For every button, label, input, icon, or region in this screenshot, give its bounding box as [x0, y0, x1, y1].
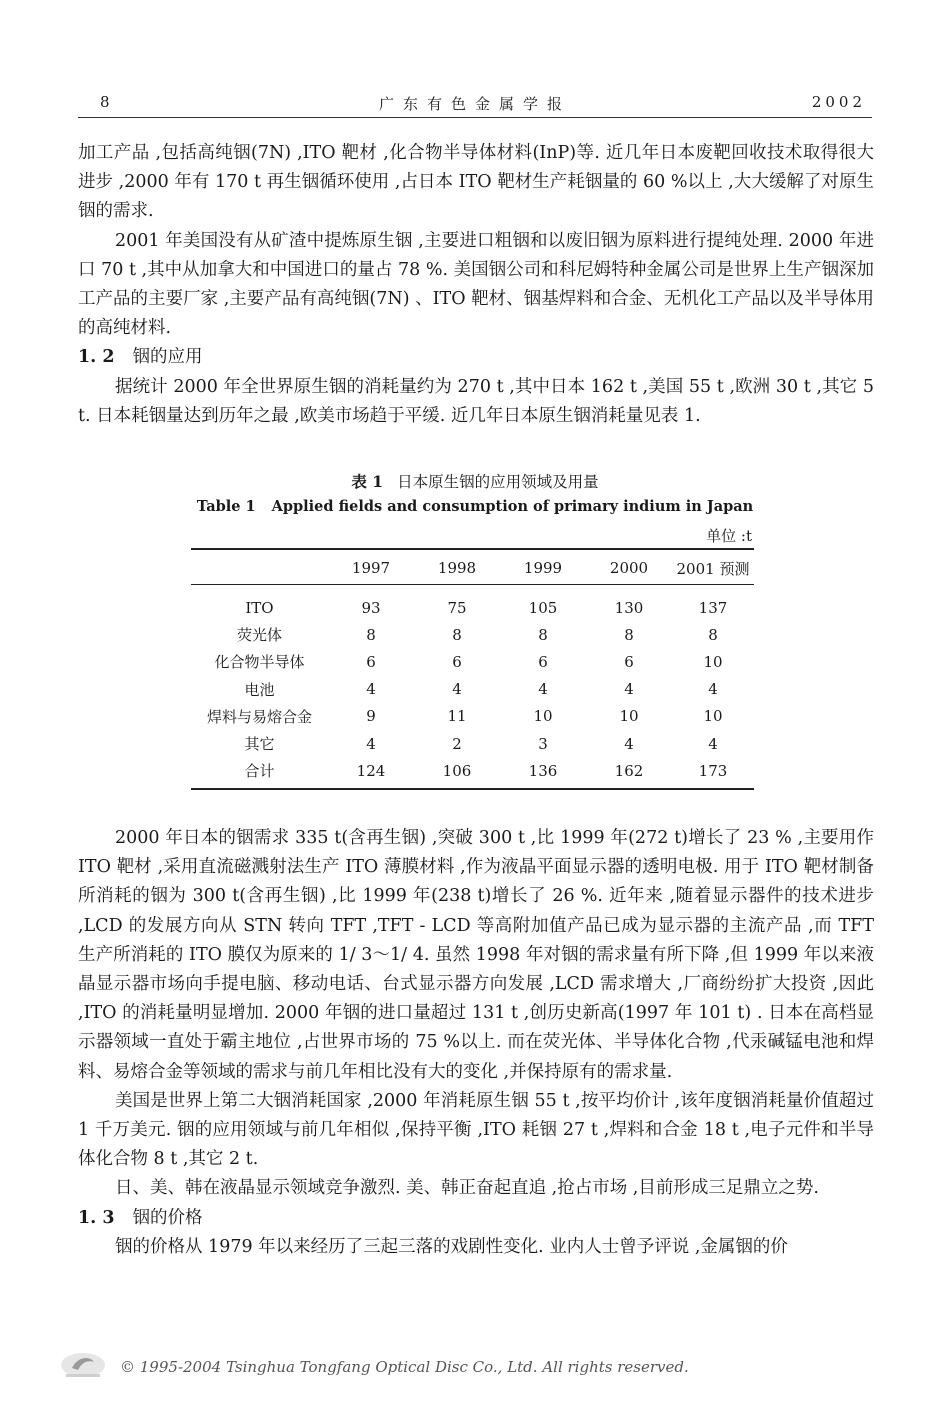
paragraph: 2000 年日本的铟需求 335 t(含再生铟) ,突破 300 t ,比 1999 年(272 t)增长了 23 % ,主要用作 ITO 靶材 ,采用直流磁溅射法生产 ITO 薄膜材料 ,作为液晶平面显示器的透明电极. 用于 ITO 靶材制备所消耗的铟为 300 t(含再生铟) ,比 1999 年(238 t)增长了 26 %. 近年来 ,随着显示器件的技术进步 ,LCD 的发展方向从 STN 转向 TFT ,TFT - LCD 等高附加值产品已成为显示器的主流产品 ,而 TFT 生产所消耗的 ITO 膜仅为原来的 1/ 3～1/ 4. 虽然 1998 年对铟的需求量有所下降 ,但 1999 年以来液晶显示器市场向手提电脑、移动电话、台式显示器方向发展 ,LCD 需求增大 ,厂商纷纷扩大投资 ,因此 ,ITO 的消耗量明显增加. 2000 年铟的进口量超过 131 t ,创历史新高(1997 年 101 t) . 日本在高档显示器领域一直处于霸主地位 ,占世界市场的 75 %以上. 而在荧光体、半导体化合物 ,代汞碱锰电池和焊料、易熔合金等领域的需求与前几年相比没有大的变化 ,并保持原有的需求量.	[78, 828, 874, 1082]
value-cell: 4	[624, 734, 634, 753]
row-label-cell: 焊料与易熔合金	[206, 707, 312, 726]
section-title: 铟的应用	[132, 347, 203, 368]
value-cell: 173	[698, 761, 728, 780]
value-cell: 6	[624, 652, 634, 671]
header-rule	[78, 117, 872, 118]
value-cell: 162	[614, 761, 644, 780]
table-row	[191, 584, 754, 621]
value-cell: 4	[366, 680, 376, 699]
value-cell: 105	[528, 598, 558, 617]
value-cell: 136	[528, 761, 558, 780]
value-cell: 6	[538, 652, 548, 671]
section-number: 1. 2	[78, 347, 115, 368]
table-label-en: Table 1	[196, 498, 256, 515]
paragraph: 2001 年美国没有从矿渣中提炼原生铟 ,主要进口粗铟和以废旧铟为原料进行提纯处理. 2000 年进口 70 t ,其中从加拿大和中国进口的量占 78 %. 美国铟公司和科尼姆特种金属公司是世界上生产铟深加工产品的主要厂家 ,主要产品有高纯铟(7N) 、ITO 靶材、铟基焊料和合金、无机化工产品以及半导体用的高纯材料.	[78, 230, 874, 339]
value-cell: 8	[452, 625, 462, 644]
table-row	[191, 676, 754, 703]
column-header: 1998	[437, 559, 477, 577]
value-cell: 8	[366, 625, 376, 644]
table-row	[191, 621, 754, 648]
value-cell: 10	[619, 707, 639, 726]
paragraph: 美国是世界上第二大铟消耗国家 ,2000 年消耗原生铟 55 t ,按平均价计 ,该年度铟消耗量价值超过 1 千万美元. 铟的应用领域与前几年相似 ,保持平衡 ,ITO 耗铟 27 t ,焊料和合金 18 t ,电子元件和半导体化合物 8 t ,其它 2 t.	[78, 1090, 874, 1170]
value-cell: 9	[366, 707, 376, 726]
table-title-cn: 日本原生铟的应用领域及用量	[397, 473, 599, 491]
value-cell: 10	[703, 707, 723, 726]
table-row	[191, 648, 754, 675]
section-heading-1-2	[78, 343, 874, 372]
running-header	[78, 93, 872, 115]
value-cell: 4	[366, 734, 376, 753]
value-cell: 75	[447, 598, 467, 617]
table-title-en: Applied fields and consumption of primary indium in Japan	[271, 498, 754, 515]
value-cell: 106	[442, 761, 472, 780]
paragraph: 据统计 2000 年全世界原生铟的消耗量约为 270 t ,其中日本 162 t ,美国 55 t ,欧洲 30 t ,其它 5 t. 日本耗铟量达到历年之最 ,欧美市场趋于平缓. 近几年日本原生铟消耗量见表 1.	[78, 376, 874, 426]
value-cell: 3	[538, 734, 548, 753]
page-number: 8	[100, 93, 110, 111]
value-cell: 130	[614, 598, 644, 617]
value-cell: 4	[452, 680, 462, 699]
value-cell: 4	[708, 734, 718, 753]
table-unit: 单位 :t	[706, 527, 752, 545]
journal-title: 广东有色金属学报	[378, 95, 571, 113]
copyright-notice: © 1995-2004 Tsinghua Tongfang Optical Disc Co., Ltd. All rights reserved.	[120, 1358, 689, 1376]
table-row	[191, 757, 754, 784]
value-cell: 6	[366, 652, 376, 671]
table-caption-cn	[0, 470, 950, 492]
body-text-upper	[78, 139, 874, 431]
column-header: 2001 预测	[676, 559, 750, 578]
journal-year: 2002	[811, 93, 866, 111]
paragraph: 铟的价格从 1979 年以来经历了三起三落的戏剧性变化. 业内人士曾予评说 ,金属铟的价	[115, 1236, 788, 1257]
column-header: 2000	[609, 559, 649, 577]
value-cell: 8	[538, 625, 548, 644]
row-label-cell: 其它	[244, 735, 275, 754]
section-title: 铟的价格	[132, 1207, 203, 1228]
table-row	[191, 703, 754, 730]
value-cell: 2	[452, 734, 462, 753]
table-caption-en	[0, 498, 950, 515]
column-header: 1999	[523, 559, 563, 577]
publisher-logo-icon	[58, 1350, 108, 1380]
footer	[58, 1350, 858, 1382]
paragraph: 加工产品 ,包括高纯铟(7N) ,ITO 靶材 ,化合物半导体材料(InP)等. 近几年日本废靶回收技术取得很大进步 ,2000 年有 170 t 再生铟循环使用 ,占日本 ITO 靶材生产耗铟量的 60 %以上 ,大大缓解了对原生铟的需求.	[78, 143, 874, 222]
value-cell: 10	[703, 652, 723, 671]
row-label-cell: 荧光体	[236, 626, 282, 645]
value-cell: 8	[708, 625, 718, 644]
value-cell: 8	[624, 625, 634, 644]
body-text-lower	[78, 824, 874, 1262]
table-top-rule	[191, 548, 754, 550]
value-cell: 124	[356, 761, 386, 780]
column-header: 1997	[351, 559, 391, 577]
value-cell: 93	[361, 598, 381, 617]
value-cell: 11	[447, 707, 467, 726]
consumption-table	[191, 552, 754, 784]
column-header	[191, 552, 328, 584]
value-cell: 10	[533, 707, 553, 726]
value-cell: 4	[538, 680, 548, 699]
table-bottom-rule	[191, 788, 754, 790]
table-header-row	[191, 552, 754, 584]
paragraph: 日、美、韩在液晶显示领域竞争激烈. 美、韩正奋起直追 ,抢占市场 ,目前形成三足鼎立之势.	[115, 1178, 819, 1199]
section-heading-1-3	[78, 1204, 874, 1233]
value-cell: 137	[698, 598, 728, 617]
section-number: 1. 3	[78, 1207, 115, 1228]
value-cell: 4	[624, 680, 634, 699]
row-label-cell: 电池	[244, 680, 275, 699]
row-label-cell: ITO	[245, 598, 274, 617]
value-cell: 6	[452, 652, 462, 671]
row-label-cell: 合计	[244, 762, 275, 781]
value-cell: 4	[708, 680, 718, 699]
table-label-cn: 表 1	[351, 472, 384, 491]
row-label-cell: 化合物半导体	[214, 653, 305, 672]
table-row	[191, 730, 754, 757]
